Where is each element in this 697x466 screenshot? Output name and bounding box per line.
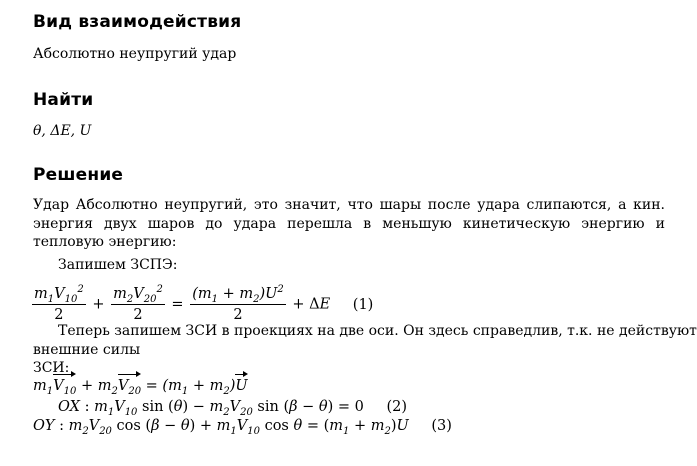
solution-paragraph-2-line-2: внешние силы [33,342,141,358]
equation-3-tag: (3) [431,418,452,434]
interaction-type-text: Абсолютно неупругий удар [33,46,237,62]
solution-paragraph-1: Удар Абсолютно неупругий, это значит, что шары после удара слипаются, а кин. энергия двух шаров до удара перешла в меньшую кинетическую энергию и тепловую энергию: [33,197,665,250]
equation-ox-projection: OX : $m_1V_{10}$ $\sin (\theta) - m_2V_{20}$ sin (β − θ) = 0 (2) [58,399,408,418]
heading-find: Найти [33,90,94,110]
equation-1-tag: (1) [352,296,374,313]
equation-oy-projection: OY : $m_2V_{20}$ $\cos (\beta - \theta) + m_1V_{10}$ $\cos \theta = (m_1 + m_2)U$ (3) [33,418,452,437]
zsi-label: ЗСИ: [33,360,70,376]
fraction-kinetic-1: $\frac{m_1V_{10}^2}{2}$ [34,284,84,323]
fraction-kinetic-2: $\frac{m_2V_{20}^2}{2}$ [113,284,163,323]
find-variables: θ, ΔE, U [33,123,92,139]
zspe-label: Запишем ЗСПЭ: [58,257,178,273]
equation-energy-conservation: $\frac{m_1V_{10}^2}{2}$ + $\frac{m_2V_{20}^2}{2}$ = $\frac{(m_1 + m_2)U^2}{2}$ + ΔE (1) [34,284,374,323]
equation-2-tag: (2) [386,399,408,415]
equation-momentum-vector: $m_1V_{10} + m_2V_{20} = (m_1 + m_2)U$ [33,378,248,397]
heading-interaction-type: Вид взаимодействия [33,12,242,32]
fraction-kinetic-final: $\frac{(m_1 + m_2)U^2}{2}$ [192,284,284,323]
solution-paragraph-2-line-1: Теперь запишем ЗСИ в проекциях на две оси. Он здесь справедлив, т.к. не действуют [58,323,697,339]
heading-solution: Решение [33,165,124,185]
